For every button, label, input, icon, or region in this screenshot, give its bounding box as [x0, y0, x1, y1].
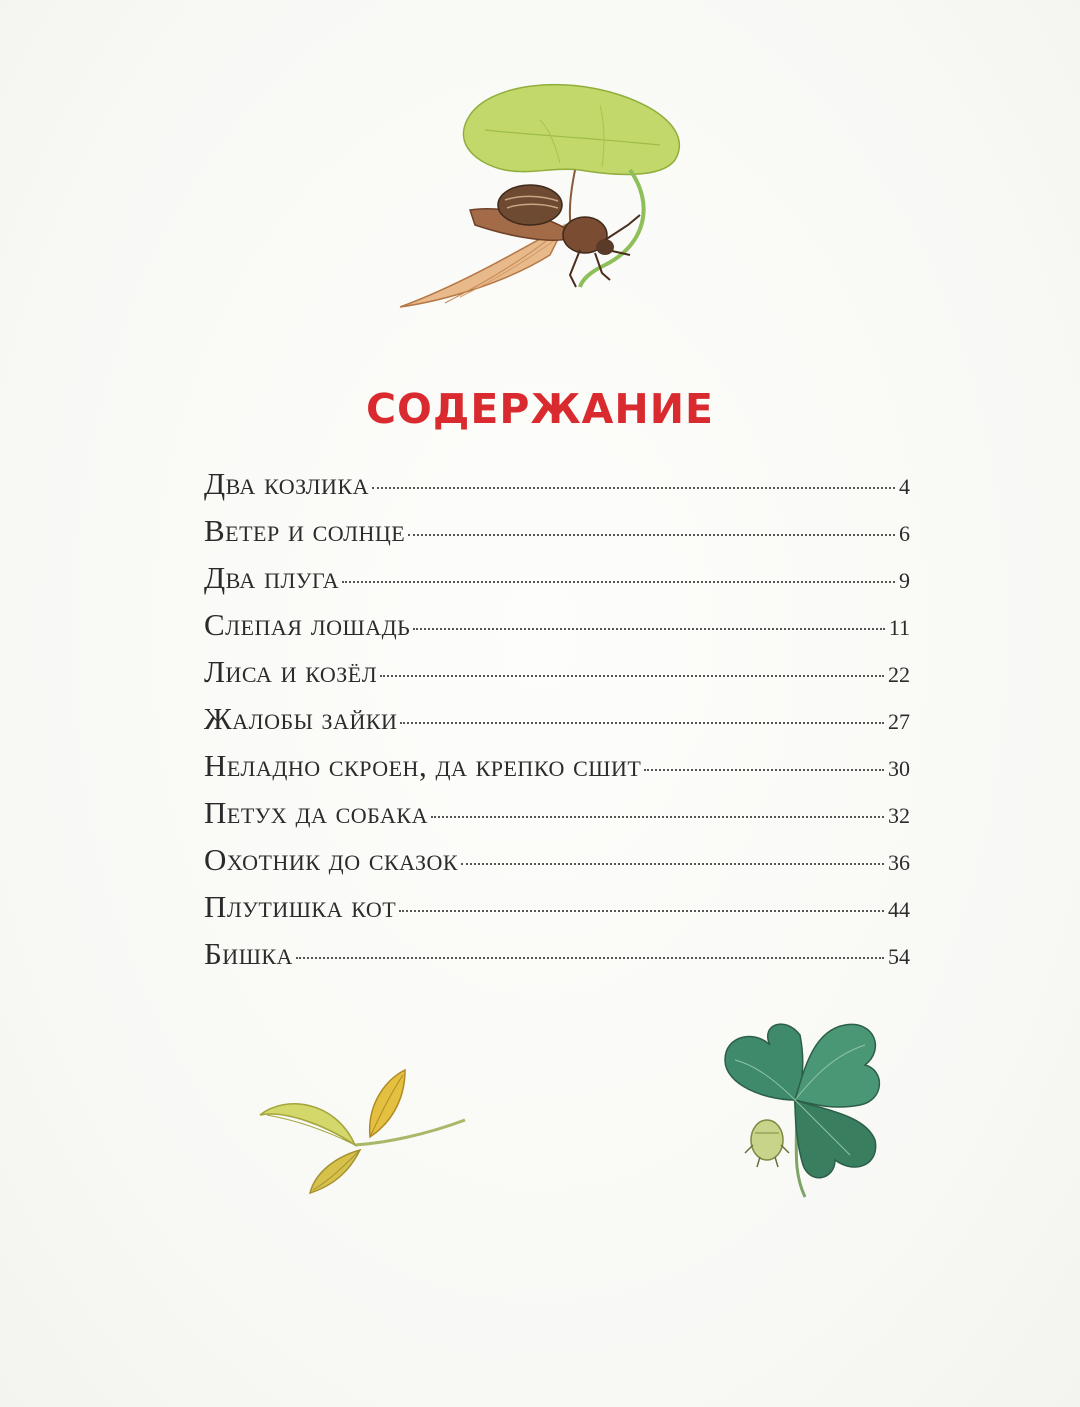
toc-entry[interactable] — [204, 654, 910, 701]
toc-leader-dots — [400, 722, 884, 724]
yellow-leaves-twig-icon — [255, 1065, 475, 1195]
toc-leader-dots — [296, 957, 884, 959]
toc-entry[interactable] — [204, 795, 910, 842]
toc-entry-title: Ветер и солнце — [204, 513, 406, 548]
clover-with-bug-icon — [715, 1005, 890, 1200]
toc-entry-page: 27 — [888, 709, 910, 734]
toc-leader-dots — [408, 534, 895, 536]
toc-entry-title: Два козлика — [204, 466, 370, 501]
toc-entry-title: Неладно скроен, да крепко сшит — [204, 748, 642, 783]
toc-entry[interactable] — [204, 889, 910, 936]
toc-leader-dots — [461, 863, 884, 865]
toc-leader-dots — [644, 769, 884, 771]
toc-entry-page: 4 — [899, 474, 910, 499]
toc-entry-title: Петух да собака — [204, 795, 428, 830]
toc-entry-page: 6 — [899, 521, 910, 546]
toc-entry-title: Слепая лошадь — [204, 607, 411, 642]
toc-entry-title: Лиса и козёл — [204, 654, 378, 689]
toc-entry-page: 11 — [888, 615, 910, 640]
toc-entry[interactable] — [204, 466, 910, 513]
toc-entry-page: 22 — [888, 662, 910, 687]
toc-entry-page: 30 — [888, 756, 910, 781]
toc-title: СОДЕРЖАНИЕ — [365, 385, 715, 433]
toc-entry[interactable] — [204, 936, 910, 983]
toc-entry-title: Плутишка кот — [204, 889, 397, 924]
beetle-under-leaf-icon — [390, 75, 720, 315]
toc-entry[interactable] — [204, 748, 910, 795]
toc-leader-dots — [372, 487, 895, 489]
toc-entry-page: 44 — [888, 897, 910, 922]
toc-entry-page: 36 — [888, 850, 910, 875]
toc-entry[interactable] — [204, 842, 910, 889]
toc-leader-dots — [431, 816, 884, 818]
toc-leader-dots — [380, 675, 884, 677]
toc-entry-title: Жалобы зайки — [204, 701, 398, 736]
toc-entry-title: Бишка — [204, 936, 293, 971]
toc-entry-title: Два плуга — [204, 560, 340, 595]
toc-entry-page: 32 — [888, 803, 910, 828]
toc-entry-page: 9 — [899, 568, 910, 593]
toc-leader-dots — [342, 581, 895, 583]
toc-entry-page: 54 — [888, 944, 910, 969]
toc-leader-dots — [399, 910, 884, 912]
toc-list — [204, 466, 910, 983]
toc-entry[interactable] — [204, 607, 910, 654]
toc-entry[interactable] — [204, 701, 910, 748]
toc-entry[interactable] — [204, 560, 910, 607]
toc-entry-title: Охотник до сказок — [204, 842, 459, 877]
toc-entry[interactable] — [204, 513, 910, 560]
toc-leader-dots — [413, 628, 885, 630]
